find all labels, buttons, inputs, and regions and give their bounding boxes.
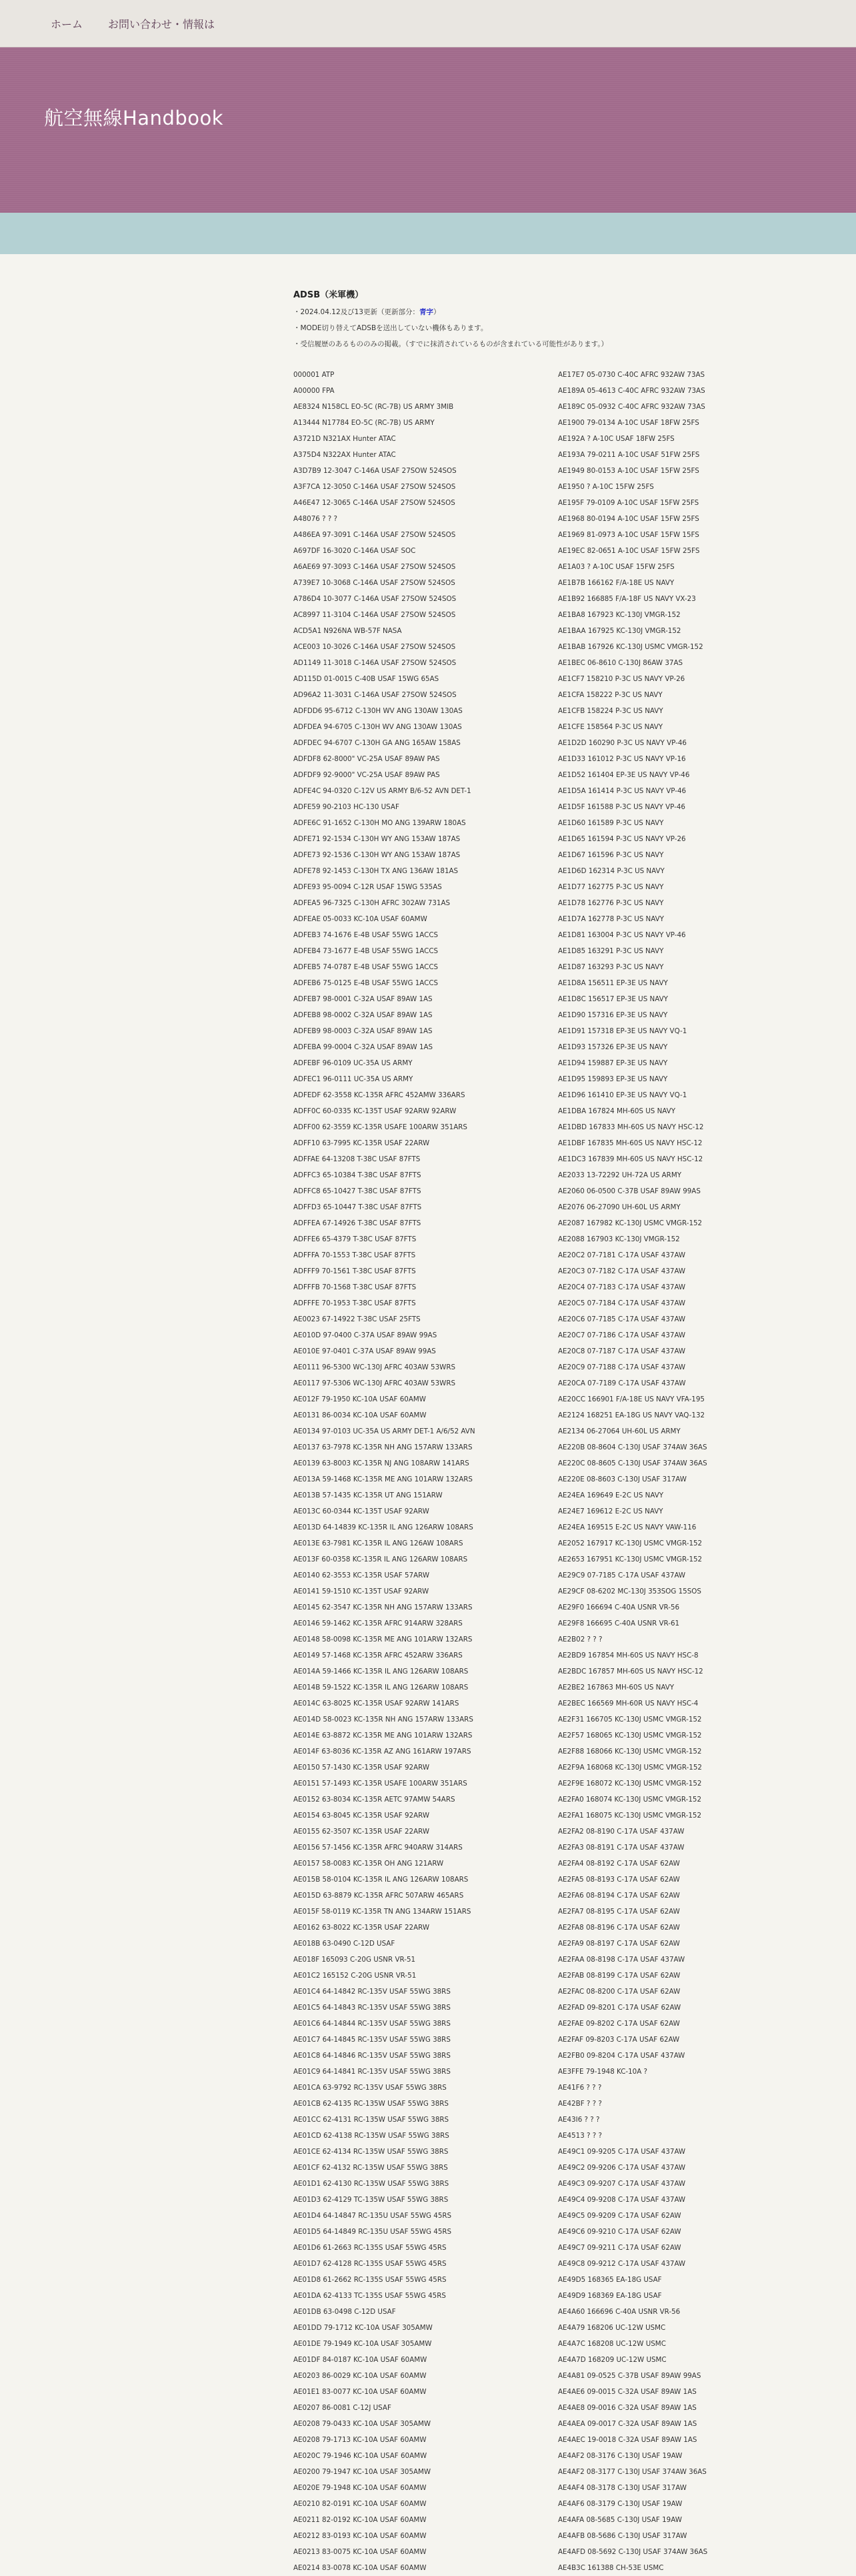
- aircraft-entry: 000001 ATP: [293, 371, 335, 379]
- aircraft-entry: ADFEA5 96-7325 C-130H AFRC 302AW 731AS: [293, 899, 451, 907]
- aircraft-entry: A486EA 97-3091 C-146A USAF 27SOW 524SOS: [293, 531, 456, 539]
- aircraft-entry: ADFE4C 94-0320 C-12V US ARMY B/6-52 AVN DET-1: [293, 787, 471, 795]
- aircraft-entry: ADFFFB 70-1568 T-38C USAF 87FTS: [293, 1283, 417, 1291]
- aircraft-entry: AE01C5 64-14843 RC-135V USAF 55WG 38RS: [293, 2004, 451, 2012]
- aircraft-entry: ADFDF9 92-9000" VC-25A USAF 89AW PAS: [293, 771, 440, 779]
- aircraft-entry: AE1D8C 156517 EP-3E US NAVY: [558, 995, 668, 1003]
- aircraft-entry: AE2653 167951 KC-130J USMC VMGR-152: [558, 1555, 703, 1563]
- aircraft-entry: AE01CA 63-9792 RC-135V USAF 55WG 38RS: [293, 2084, 447, 2092]
- section-notes: [293, 304, 823, 352]
- aircraft-entry: AE4AFB 08-5686 C-130J USAF 317AW: [558, 2532, 687, 2540]
- aircraft-entry: AE0141 59-1510 KC-135T USAF 92ARW: [293, 1587, 429, 1595]
- aircraft-entry: AE01CB 62-4135 RC-135W USAF 55WG 38RS: [293, 2100, 449, 2108]
- aircraft-entry: ADFFC8 65-10427 T-38C USAF 87FTS: [293, 1187, 421, 1195]
- aircraft-entry: A00000 FPA: [293, 387, 335, 395]
- aircraft-entry: AE0023 67-14922 T-38C USAF 25FTS: [293, 1315, 421, 1323]
- aircraft-entry: ADFE6C 91-1652 C-130H MO ANG 139ARW 180AS: [293, 819, 466, 827]
- aircraft-entry: ADFEC1 96-0111 UC-35A US ARMY: [293, 1075, 413, 1083]
- update-note-highlight: 青字: [419, 308, 433, 316]
- aircraft-entry: AE01CD 62-4138 RC-135W USAF 55WG 38RS: [293, 2132, 449, 2140]
- aircraft-entry: AE1B92 166885 F/A-18F US NAVY VX-23: [558, 595, 696, 603]
- site-title[interactable]: 航空無線Handbook: [44, 107, 224, 129]
- aircraft-entry: AE014E 63-8872 KC-135R ME ANG 101ARW 132ARS: [293, 1732, 473, 1740]
- aircraft-entry: AE2FA3 08-8191 C-17A USAF 437AW: [558, 1844, 685, 1852]
- aircraft-entry: AE0137 63-7978 KC-135R NH ANG 157ARW 133ARS: [293, 1443, 473, 1451]
- aircraft-entry: ADFDEA 94-6705 C-130H WV ANG 130AW 130AS: [293, 723, 462, 731]
- aircraft-entry: AE0213 83-0075 KC-10A USAF 60AMW: [293, 2548, 427, 2556]
- aircraft-entry: AE2F31 166705 KC-130J USMC VMGR-152: [558, 1716, 702, 1724]
- aircraft-entry: AE0157 58-0083 KC-135R OH ANG 121ARW: [293, 1860, 444, 1868]
- aircraft-entry: AE1D7A 162778 P-3C US NAVY: [558, 915, 664, 923]
- aircraft-entry: AE4AFD 08-5692 C-130J USAF 374AW 36AS: [558, 2548, 708, 2556]
- aircraft-entry: AE2FA2 08-8190 C-17A USAF 437AW: [558, 1828, 685, 1836]
- aircraft-entry: AE2060 06-0500 C-37B USAF 89AW 99AS: [558, 1187, 701, 1195]
- aircraft-entry: ADFEAE 05-0033 KC-10A USAF 60AMW: [293, 915, 427, 923]
- aircraft-entry: AE220B 08-8604 C-130J USAF 374AW 36AS: [558, 1443, 707, 1451]
- aircraft-entry: AE1969 81-0973 A-10C USAF 15FW 15FS: [558, 531, 699, 539]
- aircraft-entry: A375D4 N322AX Hunter ATAC: [293, 451, 396, 459]
- aircraft-entry: AE020E 79-1948 KC-10A USAF 60AMW: [293, 2484, 427, 2492]
- aircraft-entry: AE49C1 09-9205 C-17A USAF 437AW: [558, 2148, 686, 2156]
- aircraft-entry: AE0214 83-0078 KC-10A USAF 60AMW: [293, 2564, 427, 2572]
- aircraft-entry: AE013F 60-0358 KC-135R IL ANG 126ARW 108ARS: [293, 1555, 468, 1563]
- aircraft-entry: AE1D5F 161588 P-3C US NAVY VP-46: [558, 803, 685, 811]
- accent-band: [0, 213, 856, 254]
- aircraft-entry: AE013D 64-14839 KC-135R IL ANG 126ARW 108ARS: [293, 1523, 473, 1531]
- aircraft-entry: AE20C7 07-7186 C-17A USAF 437AW: [558, 1331, 686, 1339]
- aircraft-entry: AE2134 06-27064 UH-60L US ARMY: [558, 1427, 681, 1435]
- aircraft-entry: AE1D65 161594 P-3C US NAVY VP-26: [558, 835, 686, 843]
- aircraft-entry: AE013A 59-1468 KC-135R ME ANG 101ARW 132ARS: [293, 1475, 473, 1483]
- update-note-suffix: ）: [433, 308, 441, 316]
- aircraft-entry: AE195F 79-0109 A-10C USAF 15FW 25FS: [558, 499, 699, 507]
- aircraft-entry: AE1CFE 158564 P-3C US NAVY: [558, 723, 663, 731]
- aircraft-entry: AE20CA 07-7189 C-17A USAF 437AW: [558, 1379, 686, 1387]
- aircraft-entry: AE1D94 159887 EP-3E US NAVY: [558, 1059, 668, 1067]
- aircraft-entry: ADFEBF 96-0109 UC-35A US ARMY: [293, 1059, 413, 1067]
- aircraft-entry: AE4513 ? ? ?: [558, 2132, 602, 2140]
- aircraft-entry: AE1A03 ? A-10C USAF 15FW 25FS: [558, 563, 675, 571]
- aircraft-entry: AE1D52 161404 EP-3E US NAVY VP-46: [558, 771, 690, 779]
- aircraft-entry: AE0208 79-1713 KC-10A USAF 60AMW: [293, 2436, 427, 2444]
- aircraft-entry: AE20C8 07-7187 C-17A USAF 437AW: [558, 1347, 686, 1355]
- aircraft-entry: AE1968 80-0194 A-10C USAF 15FW 25FS: [558, 515, 699, 523]
- aircraft-entry: AE2FAE 09-8202 C-17A USAF 62AW: [558, 2020, 680, 2028]
- aircraft-entry: AE2FA6 08-8194 C-17A USAF 62AW: [558, 1892, 680, 1900]
- aircraft-entry: AE1D81 163004 P-3C US NAVY VP-46: [558, 931, 686, 939]
- aircraft-entry: ADFEB3 74-1676 E-4B USAF 55WG 1ACCS: [293, 931, 439, 939]
- aircraft-entry: AE1D96 161410 EP-3E US NAVY VQ-1: [558, 1091, 687, 1099]
- aircraft-entry: AE1DBF 167835 MH-60S US NAVY HSC-12: [558, 1139, 703, 1147]
- aircraft-entry: AE0207 86-0081 C-12J USAF: [293, 2404, 391, 2412]
- aircraft-entry: AE01CC 62-4131 RC-135W USAF 55WG 38RS: [293, 2116, 449, 2124]
- aircraft-entry: AE0212 83-0193 KC-10A USAF 60AMW: [293, 2532, 427, 2540]
- aircraft-entry: AD96A2 11-3031 C-146A USAF 27SOW 524SOS: [293, 691, 457, 699]
- aircraft-entry: AE01E1 83-0077 KC-10A USAF 60AMW: [293, 2388, 427, 2396]
- aircraft-entry: AE014B 59-1522 KC-135R IL ANG 126ARW 108ARS: [293, 1684, 469, 1692]
- aircraft-entry: AE1D6D 162314 P-3C US NAVY: [558, 867, 665, 875]
- aircraft-entry: AE2076 06-27090 UH-60L US ARMY: [558, 1203, 681, 1211]
- aircraft-entry: AE01D4 64-14847 RC-135U USAF 55WG 45RS: [293, 2212, 452, 2220]
- aircraft-entry: ADFEB5 74-0787 E-4B USAF 55WG 1ACCS: [293, 963, 439, 971]
- aircraft-entry: AE1900 79-0134 A-10C USAF 18FW 25FS: [558, 419, 699, 427]
- aircraft-entry: AE015F 58-0119 KC-135R TN ANG 134ARW 151ARS: [293, 1908, 471, 1916]
- aircraft-entry: AE1DC3 167839 MH-60S US NAVY HSC-12: [558, 1155, 703, 1163]
- aircraft-entry: AE4AF6 08-3179 C-130J USAF 19AW: [558, 2500, 683, 2508]
- aircraft-entry: AE49C6 09-9210 C-17A USAF 62AW: [558, 2228, 681, 2236]
- aircraft-entry: AE2088 167903 KC-130J VMGR-152: [558, 1235, 680, 1243]
- aircraft-entry: AE17E7 05-0730 C-40C AFRC 932AW 73AS: [558, 371, 705, 379]
- aircraft-entry: AE1D93 157326 EP-3E US NAVY: [558, 1043, 668, 1051]
- aircraft-entry: AE49C2 09-9206 C-17A USAF 437AW: [558, 2164, 686, 2172]
- aircraft-entry: AD1149 11-3018 C-146A USAF 27SOW 524SOS: [293, 659, 457, 667]
- aircraft-entry: AE01C4 64-14842 RC-135V USAF 55WG 38RS: [293, 1988, 451, 1996]
- aircraft-entry: AE010D 97-0400 C-37A USAF 89AW 99AS: [293, 1331, 437, 1339]
- aircraft-entry: AE193A 79-0211 A-10C USAF 51FW 25FS: [558, 451, 700, 459]
- aircraft-entry: AE49C4 09-9208 C-17A USAF 437AW: [558, 2196, 686, 2204]
- aircraft-entry: ADFFC3 65-10384 T-38C USAF 87FTS: [293, 1171, 421, 1179]
- aircraft-entry: AE1D60 161589 P-3C US NAVY: [558, 819, 664, 827]
- aircraft-entry: AE41F6 ? ? ?: [558, 2084, 602, 2092]
- aircraft-entry: AE1D5A 161414 P-3C US NAVY VP-46: [558, 787, 687, 795]
- aircraft-entry: AE01C6 64-14844 RC-135V USAF 55WG 38RS: [293, 2020, 451, 2028]
- aircraft-entry: AE020C 79-1946 KC-10A USAF 60AMW: [293, 2452, 427, 2460]
- aircraft-entry: AE018B 63-0490 C-12D USAF: [293, 1940, 395, 1948]
- aircraft-list-right-column: [558, 367, 823, 2576]
- aircraft-entry: AE2B02 ? ? ?: [558, 1636, 603, 1644]
- aircraft-entry: AE0146 59-1462 KC-135R AFRC 914ARW 328ARS: [293, 1620, 463, 1628]
- aircraft-entry: AE0156 57-1456 KC-135R AFRC 940ARW 314ARS: [293, 1844, 463, 1852]
- aircraft-entry: AE01D7 62-4128 RC-135S USAF 55WG 45RS: [293, 2260, 447, 2268]
- aircraft-entry: AE20C4 07-7183 C-17A USAF 437AW: [558, 1283, 686, 1291]
- aircraft-entry: A6AE69 97-3093 C-146A USAF 27SOW 524SOS: [293, 563, 456, 571]
- aircraft-entry: A3F7CA 12-3050 C-146A USAF 27SOW 524SOS: [293, 483, 456, 491]
- aircraft-entry: AE220E 08-8603 C-130J USAF 317AW: [558, 1475, 687, 1483]
- aircraft-entry: AE2052 167917 KC-130J USMC VMGR-152: [558, 1539, 703, 1547]
- aircraft-entry: A13444 N17784 EO-5C (RC-7B) US ARMY: [293, 419, 435, 427]
- aircraft-entry: AE1BA8 167923 KC-130J VMGR-152: [558, 611, 681, 619]
- aircraft-entry: AE4AE8 09-0016 C-32A USAF 89AW 1AS: [558, 2404, 697, 2412]
- aircraft-entry: AE2BEC 166569 MH-60R US NAVY HSC-4: [558, 1700, 699, 1708]
- aircraft-entry: A739E7 10-3068 C-146A USAF 27SOW 524SOS: [293, 579, 455, 587]
- aircraft-entry: AE29F0 166694 C-40A USNR VR-56: [558, 1603, 680, 1612]
- aircraft-entry: AE1D90 157316 EP-3E US NAVY: [558, 1011, 668, 1019]
- aircraft-entry: ADFFE6 65-4379 T-38C USAF 87FTS: [293, 1235, 417, 1243]
- aircraft-entry: AE49C3 09-9207 C-17A USAF 437AW: [558, 2180, 686, 2188]
- aircraft-entry: A3D7B9 12-3047 C-146A USAF 27SOW 524SOS: [293, 467, 457, 475]
- aircraft-entry: AE0210 82-0191 KC-10A USAF 60AMW: [293, 2500, 427, 2508]
- aircraft-entry: AE1D87 163293 P-3C US NAVY: [558, 963, 664, 971]
- aircraft-entry: AE0149 57-1468 KC-135R AFRC 452ARW 336ARS: [293, 1652, 463, 1660]
- aircraft-entry: AE015D 63-8879 KC-135R AFRC 507ARW 465ARS: [293, 1892, 464, 1900]
- aircraft-entry: AE4AE6 09-0015 C-32A USAF 89AW 1AS: [558, 2388, 697, 2396]
- aircraft-entry: AE49D5 168365 EA-18G USAF: [558, 2276, 662, 2284]
- aircraft-entry: AE0111 96-5300 WC-130J AFRC 403AW 53WRS: [293, 1363, 456, 1371]
- update-note-prefix: ・2024.04.12及び13更新（更新部分：: [293, 308, 419, 316]
- aircraft-entry: AE4AEA 09-0017 C-32A USAF 89AW 1AS: [558, 2420, 697, 2428]
- aircraft-entry: A46E47 12-3065 C-146A USAF 27SOW 524SOS: [293, 499, 455, 507]
- aircraft-entry: AE4AF2 08-3176 C-130J USAF 19AW: [558, 2452, 683, 2460]
- aircraft-entry: AE0151 57-1493 KC-135R USAFE 100ARW 351ARS: [293, 1780, 467, 1788]
- aircraft-entry: AE2087 167982 KC-130J USMC VMGR-152: [558, 1219, 703, 1227]
- aircraft-entry: AE24EA 169649 E-2C US NAVY: [558, 1491, 664, 1499]
- aircraft-entry: AE2F88 168066 KC-130J USMC VMGR-152: [558, 1748, 702, 1756]
- aircraft-entry: AE2FAA 08-8198 C-17A USAF 437AW: [558, 1956, 685, 1964]
- aircraft-entry: AE2FA8 08-8196 C-17A USAF 62AW: [558, 1924, 680, 1932]
- aircraft-entry: AE2033 13-72292 UH-72A US ARMY: [558, 1171, 682, 1179]
- section-title: ADSB（米軍機）: [293, 290, 364, 300]
- aircraft-entry: AE189A 05-4613 C-40C AFRC 932AW 73AS: [558, 387, 705, 395]
- aircraft-entry: AE1CFA 158222 P-3C US NAVY: [558, 691, 663, 699]
- aircraft-entry: AE2FAB 08-8199 C-17A USAF 62AW: [558, 1972, 681, 1980]
- aircraft-entry: AE0150 57-1430 KC-135R USAF 92ARW: [293, 1764, 430, 1772]
- mode-note: ・MODE切り替えてADSBを送出していない機体もあります。: [293, 324, 488, 332]
- aircraft-entry: AE1D95 159893 EP-3E US NAVY: [558, 1075, 668, 1083]
- aircraft-entry: AE01DE 79-1949 KC-10A USAF 305AMW: [293, 2340, 432, 2348]
- main-content: [293, 254, 823, 2576]
- aircraft-entry: ADFFF9 70-1561 T-38C USAF 87FTS: [293, 1267, 416, 1275]
- aircraft-entry: AE49C8 09-9212 C-17A USAF 437AW: [558, 2260, 686, 2268]
- history-note: ・受信履歴のあるもののみの掲載。（すでに抹消されているものが含まれている可能性があります。）: [293, 340, 608, 348]
- aircraft-entry: ACE003 10-3026 C-146A USAF 27SOW 524SOS: [293, 643, 456, 651]
- aircraft-entry: AE1949 80-0153 A-10C USAF 15FW 25FS: [558, 467, 699, 475]
- aircraft-entry: AE0131 86-0034 KC-10A USAF 60AMW: [293, 1411, 427, 1419]
- aircraft-entry: A48076 ? ? ?: [293, 515, 338, 523]
- aircraft-entry: ADFEB6 75-0125 E-4B USAF 55WG 1ACCS: [293, 979, 439, 987]
- aircraft-entry: AE1D77 162775 P-3C US NAVY: [558, 883, 664, 891]
- aircraft-entry: AE1BAA 167925 KC-130J VMGR-152: [558, 627, 681, 635]
- aircraft-entry: AE018F 165093 C-20G USNR VR-51: [293, 1956, 416, 1964]
- aircraft-entry: AE2F9A 168068 KC-130J USMC VMGR-152: [558, 1764, 702, 1772]
- aircraft-entry: AE20C3 07-7182 C-17A USAF 437AW: [558, 1267, 686, 1275]
- aircraft-entry: AD115D 01-0015 C-40B USAF 15WG 65AS: [293, 675, 439, 683]
- top-nav: [0, 0, 856, 47]
- nav-contact-link[interactable]: お問い合わせ・情報は: [108, 17, 215, 31]
- aircraft-entry: AE1CFB 158224 P-3C US NAVY: [558, 707, 663, 715]
- aircraft-entry: AE1D91 157318 EP-3E US NAVY VQ-1: [558, 1027, 687, 1035]
- aircraft-entry: ACD5A1 N926NA WB-57F NASA: [293, 627, 402, 635]
- aircraft-entry: AE014A 59-1466 KC-135R IL ANG 126ARW 108ARS: [293, 1668, 469, 1676]
- aircraft-entry: AE1DBA 167824 MH-60S US NAVY: [558, 1107, 676, 1115]
- aircraft-entry: AE1BEC 06-8610 C-130J 86AW 37AS: [558, 659, 683, 667]
- aircraft-entry: AE2FAC 08-8200 C-17A USAF 62AW: [558, 1988, 681, 1996]
- aircraft-entry: AE2BDC 167857 MH-60S US NAVY HSC-12: [558, 1668, 703, 1676]
- aircraft-entry: AE2BE2 167863 MH-60S US NAVY: [558, 1684, 675, 1692]
- aircraft-entry: AE01DB 63-0498 C-12D USAF: [293, 2308, 396, 2316]
- aircraft-entry: AE2FA4 08-8192 C-17A USAF 62AW: [558, 1860, 680, 1868]
- aircraft-entry: ADFEB4 73-1677 E-4B USAF 55WG 1ACCS: [293, 947, 439, 955]
- aircraft-entry: AE2BD9 167854 MH-60S US NAVY HSC-8: [558, 1652, 699, 1660]
- aircraft-entry: AE20C6 07-7185 C-17A USAF 437AW: [558, 1315, 686, 1323]
- aircraft-entry: A697DF 16-3020 C-146A USAF SOC: [293, 547, 416, 555]
- aircraft-entry: AE01DD 79-1712 KC-10A USAF 305AMW: [293, 2324, 433, 2332]
- aircraft-entry: AE4A81 09-0525 C-37B USAF 89AW 99AS: [558, 2372, 701, 2380]
- aircraft-entry: AE01C9 64-14841 RC-135V USAF 55WG 38RS: [293, 2068, 451, 2076]
- aircraft-entry: AE01DF 84-0187 KC-10A USAF 60AMW: [293, 2356, 427, 2364]
- aircraft-entry: AE2FA7 08-8195 C-17A USAF 62AW: [558, 1908, 680, 1916]
- aircraft-entry: AE01CF 62-4132 RC-135W USAF 55WG 38RS: [293, 2164, 448, 2172]
- aircraft-entry: AE0208 79-0433 KC-10A USAF 305AMW: [293, 2420, 431, 2428]
- aircraft-entry: AE4A60 166696 C-40A USNR VR-56: [558, 2308, 681, 2316]
- aircraft-entry: ADFE78 92-1453 C-130H TX ANG 136AW 181AS: [293, 867, 459, 875]
- aircraft-entry: AE4AFA 08-5685 C-130J USAF 19AW: [558, 2516, 682, 2524]
- aircraft-entry: AE1D67 161596 P-3C US NAVY: [558, 851, 664, 859]
- aircraft-entry: AE24EA 169515 E-2C US NAVY VAW-116: [558, 1523, 697, 1531]
- aircraft-entry: AE192A ? A-10C USAF 18FW 25FS: [558, 435, 675, 443]
- aircraft-entry: AE1DBD 167833 MH-60S US NAVY HSC-12: [558, 1123, 704, 1131]
- aircraft-entry: ADFE71 92-1534 C-130H WY ANG 153AW 187AS: [293, 835, 461, 843]
- aircraft-entry: AE0134 97-0103 UC-35A US ARMY DET-1 A/6/52 AVN: [293, 1427, 475, 1435]
- aircraft-entry: ADFF00 62-3559 KC-135R USAFE 100ARW 351ARS: [293, 1123, 467, 1131]
- aircraft-entry: AE0139 63-8003 KC-135R NJ ANG 108ARW 141ARS: [293, 1459, 469, 1467]
- aircraft-entry: AE29CF 08-6202 MC-130J 353SOG 15SOS: [558, 1587, 701, 1595]
- aircraft-entry: AE013C 60-0344 KC-135T USAF 92ARW: [293, 1507, 429, 1515]
- update-note: [293, 304, 823, 320]
- aircraft-entry: AE01C2 165152 C-20G USNR VR-51: [293, 1972, 417, 1980]
- aircraft-entry: AE01C8 64-14846 RC-135V USAF 55WG 38RS: [293, 2052, 451, 2060]
- aircraft-entry: AE1CF7 158210 P-3C US NAVY VP-26: [558, 675, 685, 683]
- aircraft-entry: ADFDEC 94-6707 C-130H GA ANG 165AW 158AS: [293, 739, 461, 747]
- aircraft-entry: AE01D8 61-2662 RC-135S USAF 55WG 45RS: [293, 2276, 447, 2284]
- aircraft-entry: ADFEB7 98-0001 C-32A USAF 89AW 1AS: [293, 995, 433, 1003]
- hero-banner: [0, 47, 856, 213]
- aircraft-entry: AE2F57 168065 KC-130J USMC VMGR-152: [558, 1732, 702, 1740]
- aircraft-entry: ADFEB8 98-0002 C-32A USAF 89AW 1AS: [293, 1011, 433, 1019]
- aircraft-entry: AE220C 08-8605 C-130J USAF 374AW 36AS: [558, 1459, 707, 1467]
- aircraft-entry: AE1BAB 167926 KC-130J USMC VMGR-152: [558, 643, 703, 651]
- aircraft-entry: AE010E 97-0401 C-37A USAF 89AW 99AS: [293, 1347, 436, 1355]
- aircraft-entry: AE49C7 09-9211 C-17A USAF 62AW: [558, 2244, 681, 2252]
- aircraft-entry: AE24E7 169612 E-2C US NAVY: [558, 1507, 663, 1515]
- aircraft-entry: AE01D1 62-4130 RC-135W USAF 55WG 38RS: [293, 2180, 449, 2188]
- aircraft-entry: AE01D6 61-2663 RC-135S USAF 55WG 45RS: [293, 2244, 447, 2252]
- aircraft-entry: AE01D5 64-14849 RC-135U USAF 55WG 45RS: [293, 2228, 452, 2236]
- aircraft-entry: AE0211 82-0192 KC-10A USAF 60AMW: [293, 2516, 427, 2524]
- aircraft-entry: AE4AF2 08-3177 C-130J USAF 374AW 36AS: [558, 2468, 707, 2476]
- aircraft-entry: AE3FFE 79-1948 KC-10A ?: [558, 2068, 648, 2076]
- aircraft-entry: AE43I6 ? ? ?: [558, 2116, 600, 2124]
- aircraft-entry: AE2124 168251 EA-18G US NAVY VAQ-132: [558, 1411, 705, 1419]
- aircraft-entry: ADFFFE 70-1953 T-38C USAF 87FTS: [293, 1299, 416, 1307]
- aircraft-entry: ADFE73 92-1536 C-130H WY ANG 153AW 187AS: [293, 851, 461, 859]
- aircraft-entry: AE01DA 62-4133 TC-135S USAF 55WG 45RS: [293, 2292, 446, 2300]
- aircraft-entry: AE2FB0 09-8204 C-17A USAF 437AW: [558, 2052, 685, 2060]
- aircraft-entry: ADFEB9 98-0003 C-32A USAF 89AW 1AS: [293, 1027, 433, 1035]
- aircraft-entry: AE42BF ? ? ?: [558, 2100, 602, 2108]
- aircraft-entry: ADFDD6 95-6712 C-130H WV ANG 130AW 130AS: [293, 707, 463, 715]
- aircraft-entry: AE20C2 07-7181 C-17A USAF 437AW: [558, 1251, 686, 1259]
- aircraft-list: [293, 367, 823, 2576]
- aircraft-entry: AE015B 58-0104 KC-135R IL ANG 126ARW 108ARS: [293, 1876, 469, 1884]
- aircraft-entry: AE0203 86-0029 KC-10A USAF 60AMW: [293, 2372, 427, 2380]
- aircraft-list-left-column: [293, 367, 558, 2576]
- aircraft-entry: AE49D9 168369 EA-18G USAF: [558, 2292, 662, 2300]
- aircraft-entry: AE0154 63-8045 KC-135R USAF 92ARW: [293, 1812, 430, 1820]
- aircraft-entry: AE014D 58-0023 KC-135R NH ANG 157ARW 133ARS: [293, 1716, 473, 1724]
- aircraft-entry: AE4AF4 08-3178 C-130J USAF 317AW: [558, 2484, 687, 2492]
- aircraft-entry: AE189C 05-0932 C-40C AFRC 932AW 73AS: [558, 403, 705, 411]
- aircraft-entry: AE0152 63-8034 KC-135R AETC 97AMW 54ARS: [293, 1796, 455, 1804]
- aircraft-entry: AE4B3C 161388 CH-53E USMC: [558, 2564, 664, 2572]
- aircraft-entry: AE0200 79-1947 KC-10A USAF 305AMW: [293, 2468, 431, 2476]
- aircraft-entry: AE2FA9 08-8197 C-17A USAF 62AW: [558, 1940, 680, 1948]
- aircraft-entry: ADFFD3 65-10447 T-38C USAF 87FTS: [293, 1203, 422, 1211]
- aircraft-entry: ADFEBA 99-0004 C-32A USAF 89AW 1AS: [293, 1043, 433, 1051]
- aircraft-entry: AE2FA1 168075 KC-130J USMC VMGR-152: [558, 1812, 702, 1820]
- aircraft-entry: AE2FAF 09-8203 C-17A USAF 62AW: [558, 2036, 680, 2044]
- aircraft-entry: AE2FAD 09-8201 C-17A USAF 62AW: [558, 2004, 681, 2012]
- aircraft-entry: AE0155 62-3507 KC-135R USAF 22ARW: [293, 1828, 430, 1836]
- aircraft-entry: AE4A7C 168208 UC-12W USMC: [558, 2340, 666, 2348]
- aircraft-entry: AE49C5 09-9209 C-17A USAF 62AW: [558, 2212, 681, 2220]
- aircraft-entry: AE4A79 168206 UC-12W USMC: [558, 2324, 666, 2332]
- aircraft-entry: AE2F9E 168072 KC-130J USMC VMGR-152: [558, 1780, 702, 1788]
- aircraft-entry: AE0117 97-5306 WC-130J AFRC 403AW 53WRS: [293, 1379, 456, 1387]
- aircraft-entry: ADFEDF 62-3558 KC-135R AFRC 452AMW 336ARS: [293, 1091, 465, 1099]
- aircraft-entry: AE0145 62-3547 KC-135R NH ANG 157ARW 133ARS: [293, 1603, 473, 1612]
- aircraft-entry: ADFDF8 62-8000" VC-25A USAF 89AW PAS: [293, 755, 440, 763]
- aircraft-entry: AE1D85 163291 P-3C US NAVY: [558, 947, 664, 955]
- nav-home-link[interactable]: ホーム: [51, 17, 83, 31]
- aircraft-entry: AE4A7D 168209 UC-12W USMC: [558, 2356, 667, 2364]
- aircraft-entry: AE2FA0 168074 KC-130J USMC VMGR-152: [558, 1796, 702, 1804]
- aircraft-entry: AC8997 11-3104 C-146A USAF 27SOW 524SOS: [293, 611, 456, 619]
- aircraft-entry: AE013E 63-7981 KC-135R IL ANG 126AW 108ARS: [293, 1539, 463, 1547]
- aircraft-entry: AE4AEC 19-0018 C-32A USAF 89AW 1AS: [558, 2436, 697, 2444]
- aircraft-entry: AE01C7 64-14845 RC-135V USAF 55WG 38RS: [293, 2036, 451, 2044]
- aircraft-entry: AE1D2D 160290 P-3C US NAVY VP-46: [558, 739, 687, 747]
- aircraft-entry: AE014F 63-8036 KC-135R AZ ANG 161ARW 197ARS: [293, 1748, 471, 1756]
- aircraft-entry: AE014C 63-8025 KC-135R USAF 92ARW 141ARS: [293, 1700, 459, 1708]
- aircraft-entry: AE19EC 82-0651 A-10C USAF 15FW 25FS: [558, 547, 700, 555]
- aircraft-entry: AE012F 79-1950 KC-10A USAF 60AMW: [293, 1395, 426, 1403]
- aircraft-entry: AE013B 57-1435 KC-135R UT ANG 151ARW: [293, 1491, 443, 1499]
- aircraft-entry: AE29C9 07-7185 C-17A USAF 437AW: [558, 1571, 686, 1579]
- aircraft-entry: AE20C5 07-7184 C-17A USAF 437AW: [558, 1299, 686, 1307]
- aircraft-entry: A3721D N321AX Hunter ATAC: [293, 435, 396, 443]
- aircraft-entry: AE1D33 161012 P-3C US NAVY VP-16: [558, 755, 686, 763]
- aircraft-entry: ADFFFA 70-1553 T-38C USAF 87FTS: [293, 1251, 416, 1259]
- aircraft-entry: AE1950 ? A-10C 15FW 25FS: [558, 483, 654, 491]
- aircraft-entry: ADFFEA 67-14926 T-38C USAF 87FTS: [293, 1219, 421, 1227]
- aircraft-entry: AE0148 58-0098 KC-135R ME ANG 101ARW 132ARS: [293, 1636, 473, 1644]
- aircraft-entry: AE01CE 62-4134 RC-135W USAF 55WG 38RS: [293, 2148, 449, 2156]
- aircraft-entry: AE1D78 162776 P-3C US NAVY: [558, 899, 664, 907]
- aircraft-entry: AE1D8A 156511 EP-3E US NAVY: [558, 979, 668, 987]
- aircraft-entry: AE1B7B 166162 F/A-18E US NAVY: [558, 579, 675, 587]
- aircraft-entry: AE20C9 07-7188 C-17A USAF 437AW: [558, 1363, 686, 1371]
- aircraft-entry: ADFE93 95-0094 C-12R USAF 15WG 535AS: [293, 883, 442, 891]
- aircraft-entry: ADFE59 90-2103 HC-130 USAF: [293, 803, 399, 811]
- aircraft-entry: ADFF10 63-7995 KC-135R USAF 22ARW: [293, 1139, 430, 1147]
- aircraft-entry: AE0162 63-8022 KC-135R USAF 22ARW: [293, 1924, 430, 1932]
- aircraft-entry: AE8324 N158CL EO-5C (RC-7B) US ARMY 3MIB: [293, 403, 454, 411]
- aircraft-entry: AE29F8 166695 C-40A USNR VR-61: [558, 1620, 680, 1628]
- aircraft-entry: AE01D3 62-4129 TC-135W USAF 55WG 38RS: [293, 2196, 449, 2204]
- aircraft-entry: AE20CC 166901 F/A-18E US NAVY VFA-195: [558, 1395, 705, 1403]
- aircraft-entry: AE2FA5 08-8193 C-17A USAF 62AW: [558, 1876, 680, 1884]
- aircraft-entry: AE0140 62-3553 KC-135R USAF 57ARW: [293, 1571, 430, 1579]
- aircraft-entry: A786D4 10-3077 C-146A USAF 27SOW 524SOS: [293, 595, 457, 603]
- aircraft-entry: ADFFAE 64-13208 T-38C USAF 87FTS: [293, 1155, 421, 1163]
- aircraft-entry: ADFF0C 60-0335 KC-135T USAF 92ARW 92ARW: [293, 1107, 457, 1115]
